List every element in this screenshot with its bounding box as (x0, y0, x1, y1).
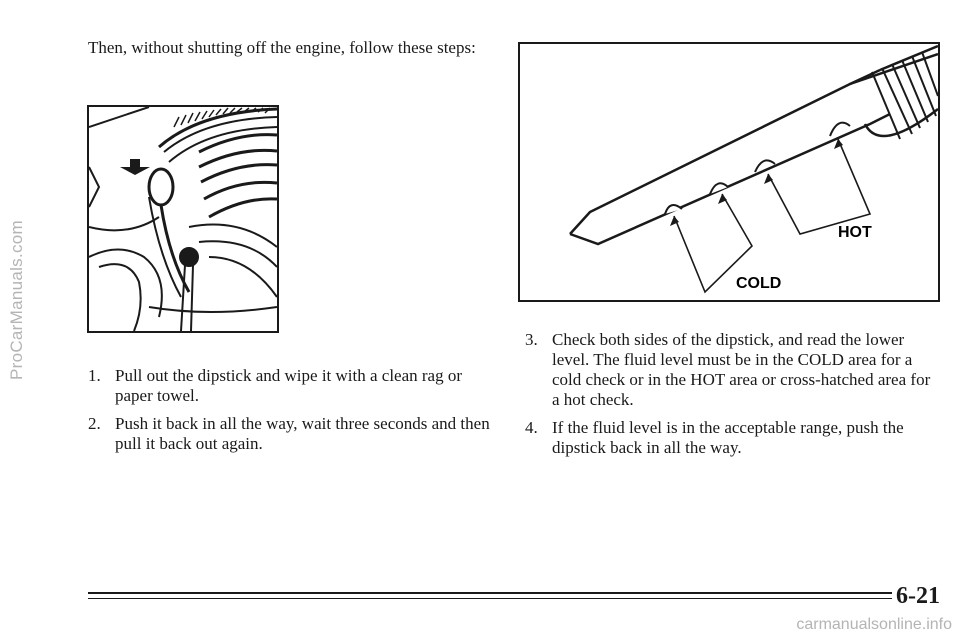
bottom-watermark: carmanualsonline.info (796, 616, 952, 633)
engine-dipstick-illustration (87, 105, 279, 333)
page-number: 6-21 (896, 583, 940, 609)
side-watermark (2, 60, 32, 540)
step-text: Push it back in all the way, wait three seconds and then pull it back out again. (115, 414, 490, 453)
step-number: 3. (525, 330, 538, 349)
engine-illustration-drawing (89, 107, 277, 331)
side-watermark-text: ProCarManuals.com (7, 219, 27, 381)
step-text: Pull out the dipstick and wipe it with a clean rag or paper towel. (115, 366, 463, 405)
step-number: 2. (88, 414, 101, 433)
footer-rule-thin (88, 598, 892, 599)
step-text: Check both sides of the dipstick, and read the lower level. The fluid level must be in the COLD area for a cold check or in the HOT area or cross-hatched area for a hot check. (552, 330, 931, 409)
step-text: If the fluid level is in the acceptable range, push the dipstick back in all the way. (552, 418, 904, 457)
footer-rule (88, 592, 892, 594)
step-number: 1. (88, 366, 101, 385)
dipstick-drawing (520, 44, 938, 300)
step-number: 4. (525, 418, 538, 437)
steps-list-left (88, 366, 498, 462)
step-item (88, 414, 498, 454)
step-item (525, 330, 940, 410)
step-item (525, 418, 940, 458)
step-item (88, 366, 498, 406)
intro-paragraph: Then, without shutting off the engine, follow these steps: (88, 38, 476, 57)
hot-label: HOT (838, 224, 872, 241)
steps-list-right (525, 330, 940, 466)
dipstick-level-diagram (518, 42, 940, 302)
cold-label: COLD (736, 275, 782, 292)
